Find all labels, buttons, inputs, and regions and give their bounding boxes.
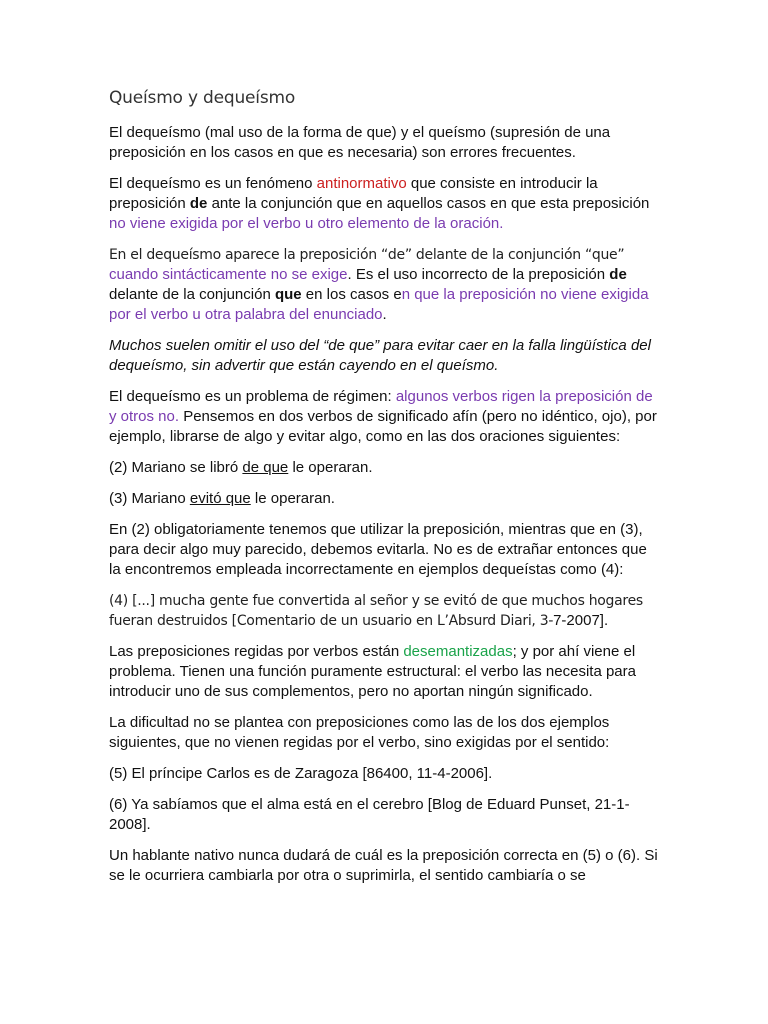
text-span: . bbox=[382, 306, 387, 323]
text-span: . Es el uso incorrecto de la preposición bbox=[347, 266, 610, 283]
page-title: Queísmo y dequeísmo bbox=[109, 88, 296, 108]
paragraph-queismo-italic bbox=[109, 336, 661, 376]
highlight-antinormativo: antinormativo bbox=[316, 175, 407, 192]
text-span: ; y por ahí viene el problema. Tienen una función puramente estructural: el verbo las necesita para introducir uno de sus complementos, pero no aportan ningún significado. bbox=[109, 643, 636, 700]
example-4 bbox=[109, 591, 661, 631]
text-span: ante la conjunción que en aquellos casos en que esta preposición bbox=[207, 195, 650, 212]
example-5: (5) El príncipe Carlos es de Zaragoza [86400, 11-4-2006]. bbox=[109, 765, 493, 782]
paragraph-intro: El dequeísmo (mal uso de la forma de que) y el queísmo (supresión de una preposición en los casos en que es necesaria) son errores frecuentes. bbox=[109, 124, 611, 161]
highlight-green: desemantizadas bbox=[403, 643, 513, 660]
text-span: Las preposiciones regidas por verbos están bbox=[109, 643, 404, 660]
paragraph-desemantizadas bbox=[109, 642, 661, 702]
paragraph-dequeismo-explanation bbox=[109, 245, 661, 325]
example-3 bbox=[109, 489, 661, 509]
text-span: En el dequeísmo aparece la preposición “de” delante de la conjunción “que” bbox=[109, 247, 625, 263]
bold-que: que bbox=[274, 286, 302, 303]
underlined-text: evitó que bbox=[189, 490, 251, 507]
text-span: le operaran. bbox=[288, 459, 373, 476]
highlight-purple: no viene exigida por el verbo u otro elemento de la oración. bbox=[109, 215, 504, 232]
paragraph-hablante-nativo: Un hablante nativo nunca dudará de cuál es la preposición correcta en (5) o (6). Si se le ocurriera cambiarla por otra o suprimirla, el sentido cambiaría o se bbox=[109, 847, 658, 884]
paragraph-comparison: En (2) obligatoriamente tenemos que utilizar la preposición, mientras que en (3), para decir algo muy parecido, debemos evitarla. No es de extrañar entonces que la encontremos empleada incorrectamente en ejemplos dequeístas como (4): bbox=[109, 521, 647, 578]
document-body bbox=[109, 86, 661, 897]
example-6: (6) Ya sabíamos que el alma está en el cerebro [Blog de Eduard Punset, 21-1-2008]. bbox=[109, 796, 630, 833]
text-span: 7-2007]. bbox=[553, 612, 609, 629]
paragraph-dificultad: La dificultad no se plantea con preposiciones como las de los dos ejemplos siguientes, que no vienen regidas por el verbo, sino exigidas por el sentido: bbox=[109, 714, 610, 751]
bold-de: de bbox=[609, 266, 627, 283]
bold-de: de bbox=[189, 195, 208, 212]
text-span: Pensemos en dos verbos de significado afín (pero no idéntico, ojo), por ejemplo, librarse de algo y evitar algo, como en las dos oraciones siguientes: bbox=[109, 408, 657, 445]
text-span: en los casos e bbox=[301, 286, 402, 303]
example-2 bbox=[109, 458, 661, 478]
text-span: (3) Mariano bbox=[109, 490, 190, 507]
text-span: (4) [...] mucha gente fue convertida al señor y se evitó de que muchos hogares fueran destruidos [Comentario de un usuario en L’Absurd Diari, 3- bbox=[109, 593, 643, 629]
text-span: El dequeísmo es un problema de régimen: bbox=[109, 388, 396, 405]
paragraph-regimen bbox=[109, 387, 661, 447]
text-span: El dequeísmo es un fenómeno bbox=[109, 175, 317, 192]
text-span: le operaran. bbox=[250, 490, 335, 507]
italic-text: Muchos suelen omitir el uso del “de que” para evitar caer en la falla lingüística del dequeísmo, sin advertir que están cayendo en el queísmo. bbox=[109, 337, 651, 374]
highlight-purple: cuando sintácticamente no se exige bbox=[109, 266, 348, 283]
underlined-text: de que bbox=[242, 459, 289, 476]
highlight-purple: algunos verbos rigen la preposición de y otros no. bbox=[109, 388, 653, 425]
paragraph-dequeismo-definition bbox=[109, 174, 661, 234]
text-span: (2) Mariano se libró bbox=[109, 459, 243, 476]
highlight-purple: n que la preposición no viene exigida por el verbo u otra palabra del enunciado bbox=[109, 286, 649, 323]
text-span: delante de la conjunción bbox=[109, 286, 275, 303]
text-span: que consiste en introducir la preposición bbox=[109, 175, 598, 212]
